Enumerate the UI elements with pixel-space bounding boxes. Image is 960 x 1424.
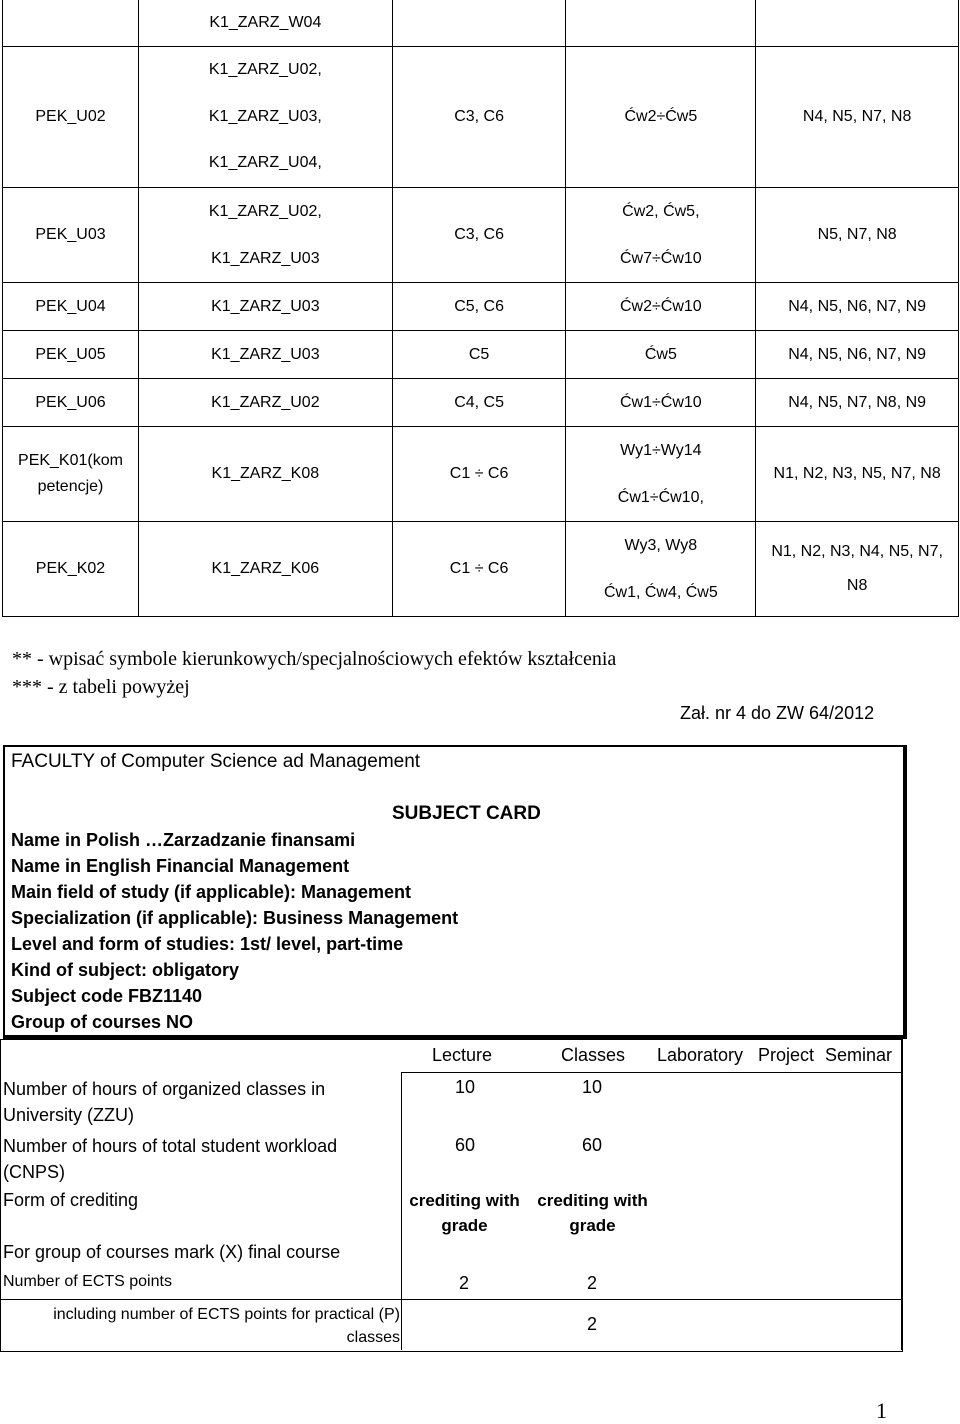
row-zzu-classes: 10 [582, 1077, 603, 1097]
cell-forms [566, 427, 756, 522]
header-laboratory: Laboratory [657, 1045, 744, 1065]
cell-refs [138, 188, 392, 283]
cell-line: N4, N5, N7, N8, N9 [788, 393, 927, 411]
footnote-1: ** - wpisać symbole kierunkowych/specjalnościowych efektów kształcenia [12, 648, 617, 670]
row-ects-lecture: 2 [459, 1273, 470, 1293]
cell-refs [138, 0, 392, 47]
cell-line: Ćw1, Ćw4, Ćw5 [603, 584, 718, 602]
table-row [3, 522, 959, 617]
cell-text: PEK_K02 [35, 560, 106, 578]
cell-line: K1_ZARZ_W04 [209, 14, 322, 31]
table-row [3, 47, 959, 188]
header-classes: Classes [561, 1045, 626, 1065]
cell-tools [756, 47, 959, 188]
cell-line: N4, N5, N6, N7, N9 [788, 297, 927, 315]
cell-tools [756, 188, 959, 283]
header-lecture: Lecture [432, 1045, 493, 1065]
cell-code [3, 47, 139, 188]
cell-line: K1_ZARZ_U04, [208, 154, 322, 172]
cell-line: Ćw2÷Ćw5 [624, 108, 698, 125]
cell-aims [392, 379, 566, 427]
table-row [3, 427, 959, 522]
cell-code [3, 188, 139, 283]
outcomes-table [2, 0, 959, 617]
cell-line: Wy3, Wy8 [624, 537, 698, 555]
row-practical-ects-classes: 2 [587, 1314, 598, 1334]
cell-line: K1_ZARZ_U02 [211, 393, 320, 411]
cell-line: Ćw7÷Ćw10 [620, 250, 702, 268]
cell-aims [392, 47, 566, 188]
cell-code [3, 0, 139, 47]
cell-line: Ćw1÷Ćw10 [620, 393, 702, 411]
cell-line: N1, N2, N3, N5, N7, N8 [773, 465, 941, 483]
attachment-note: Zał. nr 4 do ZW 64/2012 [680, 703, 875, 723]
cell-aims [392, 331, 566, 379]
cell-line: Wy1÷Wy14 [620, 442, 702, 460]
cell-aims [392, 0, 566, 47]
right-border [901, 1040, 902, 1350]
cell-line: K1_ZARZ_U03 [211, 297, 320, 315]
cell-refs [138, 522, 392, 617]
cell-text: C5 [468, 345, 490, 363]
table-row [3, 379, 959, 427]
faculty-name: FACULTY of Computer Science ad Management [11, 751, 421, 772]
row-ects-classes: 2 [587, 1273, 598, 1293]
cell-tools [756, 331, 959, 379]
cell-line: K1_ZARZ_U02, [208, 61, 322, 78]
cell-aims [392, 427, 566, 522]
subject-card-heading: SUBJECT CARD [392, 803, 541, 824]
cell-line: Ćw1÷Ćw10, [617, 489, 704, 507]
cell-text: PEK_K01(kom petencje) [18, 452, 123, 496]
header-seminar: Seminar [825, 1045, 893, 1065]
cell-text: C3, C6 [454, 226, 504, 244]
cell-line: N1, N2, N3, N4, N5, N7, [771, 543, 943, 561]
cell-tools [756, 427, 959, 522]
table-row [3, 188, 959, 283]
footnote-2: *** - z tabeli powyżej [12, 676, 190, 698]
cell-line: N8 [846, 577, 868, 595]
cell-tools [756, 283, 959, 331]
cell-forms [566, 379, 756, 427]
table-row [3, 283, 959, 331]
cell-line: K1_ZARZ_U03 [211, 345, 320, 363]
row-zzu-lecture: 10 [455, 1077, 476, 1097]
cell-line: K1_ZARZ_K06 [211, 560, 320, 578]
row-ects-label: Number of ECTS points [3, 1273, 172, 1290]
row-cnps-lecture: 60 [455, 1135, 476, 1155]
ects-divider [1, 1299, 901, 1300]
cell-aims [392, 188, 566, 283]
header-project: Project [758, 1045, 815, 1065]
row-crediting-lecture: crediting with grade [409, 1191, 520, 1235]
row-crediting-classes: crediting with grade [537, 1191, 648, 1235]
cell-forms [566, 522, 756, 617]
cell-text: C1 ÷ C6 [449, 465, 509, 483]
cell-aims [392, 522, 566, 617]
subject-kind: Kind of subject: obligatory [11, 960, 239, 980]
cell-forms [566, 188, 756, 283]
cell-line: N4, N5, N7, N8 [802, 108, 912, 125]
cell-line: K1_ZARZ_U03, [208, 107, 322, 125]
cell-tools [756, 522, 959, 617]
cell-line: K1_ZARZ_U02, [208, 203, 322, 221]
table-row [3, 0, 959, 47]
cell-tools [756, 379, 959, 427]
cell-text: C5, C6 [454, 297, 504, 315]
cell-forms [566, 47, 756, 188]
cell-text: PEK_U02 [35, 108, 106, 125]
cell-refs [138, 331, 392, 379]
cell-code [3, 427, 139, 522]
cell-text: PEK_U03 [35, 226, 106, 244]
row-cnps-label: Number of hours of total student workload (CNPS) [3, 1136, 338, 1182]
cell-text: PEK_U04 [35, 297, 106, 315]
cell-aims [392, 283, 566, 331]
cell-text: C4, C5 [454, 393, 504, 411]
subject-code: Subject code FBZ1140 [11, 986, 203, 1006]
name-english: Name in English Financial Management [11, 856, 350, 876]
row-practical-ects-label: including number of ECTS points for practical (P) classes [53, 1306, 400, 1346]
page-number: 1 [876, 1398, 887, 1423]
cell-line: K1_ZARZ_U03 [211, 250, 320, 268]
cell-refs [138, 379, 392, 427]
cell-refs [138, 427, 392, 522]
cell-code [3, 283, 139, 331]
cell-text: PEK_U06 [35, 393, 106, 411]
cell-refs [138, 47, 392, 188]
cell-forms [566, 283, 756, 331]
row-cnps-classes: 60 [582, 1135, 603, 1155]
row-crediting-label: Form of crediting [3, 1190, 139, 1210]
cell-line: Ćw2÷Ćw10 [620, 297, 702, 315]
cell-line: Ćw5 [644, 345, 677, 363]
cell-forms [566, 331, 756, 379]
cell-refs [138, 283, 392, 331]
row-zzu-label: Number of hours of organized classes in University (ZZU) [3, 1079, 326, 1125]
main-field: Main field of study (if applicable): Management [11, 882, 412, 902]
row-final-course-label: For group of courses mark (X) final course [3, 1242, 341, 1262]
table-row [3, 331, 959, 379]
cell-line: N5, N7, N8 [817, 226, 897, 244]
cell-text: C1 ÷ C6 [449, 560, 509, 578]
cell-code [3, 522, 139, 617]
level-form: Level and form of studies: 1st/ level, part-time [11, 934, 404, 954]
cell-tools [756, 0, 959, 47]
cell-text: PEK_U05 [35, 345, 106, 363]
cell-line: N4, N5, N6, N7, N9 [788, 345, 927, 363]
name-polish: Name in Polish …Zarzadzanie finansami [11, 830, 356, 850]
cell-line: K1_ZARZ_K08 [211, 465, 320, 483]
cell-text: C3, C6 [454, 108, 504, 125]
cell-line: Ćw2, Ćw5, [622, 203, 700, 221]
cell-code [3, 379, 139, 427]
course-group: Group of courses NO [11, 1012, 194, 1032]
cell-forms [566, 0, 756, 47]
cell-code [3, 331, 139, 379]
header-divider [401, 1072, 901, 1073]
specialization: Specialization (if applicable): Business Management [11, 908, 459, 928]
